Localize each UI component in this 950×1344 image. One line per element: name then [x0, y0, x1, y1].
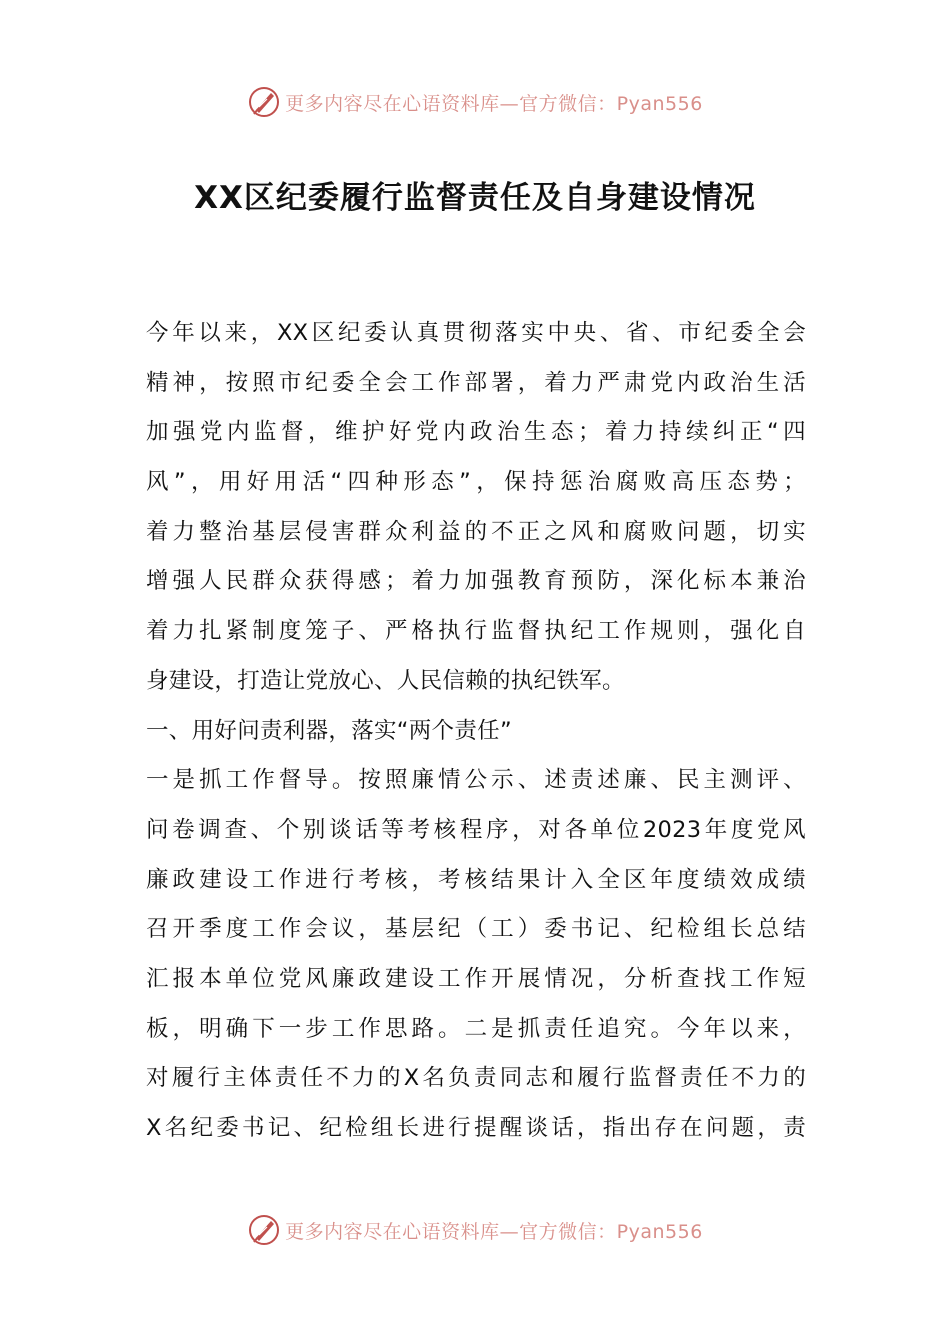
section-heading: 一、用好问责利器，落实“两个责任” — [146, 717, 512, 744]
watermark-banner-top — [0, 82, 950, 122]
watermark-text — [285, 1217, 703, 1244]
body-line: 对履行主体责任不力的X名负责同志和履行监督责任不力的 — [146, 1065, 806, 1092]
body-line: 着力整治基层侵害群众利益的不正之风和腐败问题，切实 — [146, 518, 806, 545]
body-line: 一是抓工作督导。按照廉情公示、述责述廉、民主测评、 — [146, 767, 806, 794]
watermark-label: 更多内容尽在心语资料库—官方微信： — [285, 1220, 617, 1243]
body-line: X名纪委书记、纪检组长进行提醒谈话，指出存在问题，责 — [146, 1115, 806, 1141]
document-title: XX区纪委履行监督责任及自身建设情况 — [194, 180, 756, 216]
body-line: 精神，按照市纪委全会工作部署，着力严肃党内政治生活 — [146, 369, 806, 396]
body-line: 汇报本单位党风廉政建设工作开展情况，分析查找工作短 — [146, 965, 806, 992]
body-line: 问卷调查、个别谈话等考核程序，对各单位2023年度党风 — [146, 816, 806, 843]
quill-pen-icon — [247, 85, 281, 119]
quill-pen-icon — [247, 1213, 281, 1247]
body-line: 身建设，打造让党放心、人民信赖的执纪铁军。 — [146, 667, 625, 694]
body-line: 加强党内监督，维护好党内政治生态；着力持续纠正“四 — [146, 419, 806, 446]
watermark-text — [285, 89, 703, 116]
body-line: 召开季度工作会议，基层纪（工）委书记、纪检组长总结 — [146, 916, 806, 943]
document-body — [146, 309, 806, 1154]
body-line: 廉政建设工作进行考核，考核结果计入全区年度绩效成绩 — [146, 866, 806, 893]
body-line: 今年以来，XX区纪委认真贯彻落实中央、省、市纪委全会 — [146, 320, 806, 346]
body-line: 风”，用好用活“四种形态”，保持惩治腐败高压态势； — [146, 469, 806, 496]
body-line: 板，明确下一步工作思路。二是抓责任追究。今年以来， — [146, 1015, 806, 1042]
body-line: 着力扎紧制度笼子、严格执行监督执纪工作规则，强化自 — [146, 618, 806, 645]
watermark-banner-bottom — [0, 1210, 950, 1250]
watermark-handle: Pyan556 — [616, 1220, 703, 1243]
body-line: 增强人民群众获得感；着力加强教育预防，深化标本兼治 — [146, 568, 806, 595]
watermark-handle: Pyan556 — [616, 92, 703, 115]
watermark-label: 更多内容尽在心语资料库—官方微信： — [285, 92, 617, 115]
